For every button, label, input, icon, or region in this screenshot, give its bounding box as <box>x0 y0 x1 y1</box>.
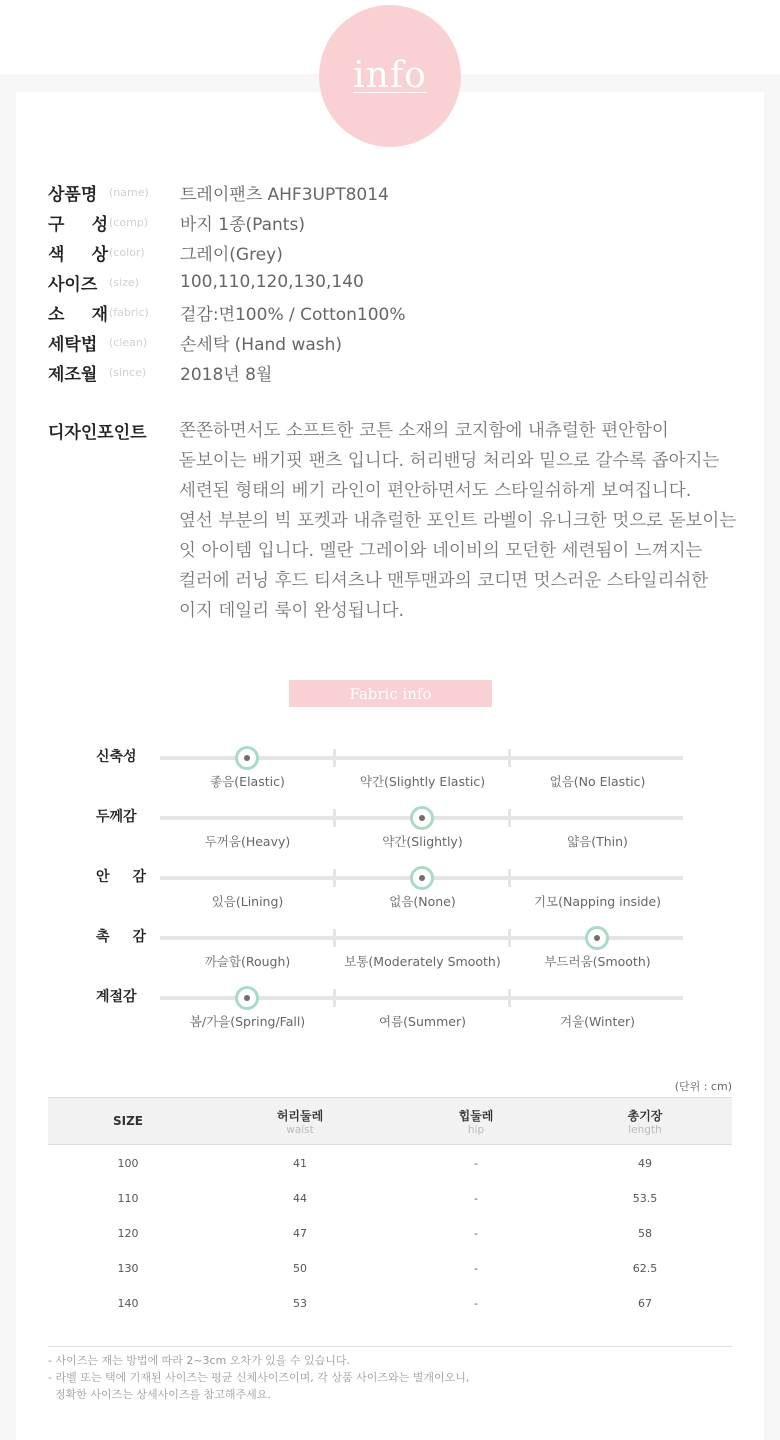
spec-label: 사이즈 <box>48 274 98 295</box>
spec-label: 색 상 <box>48 244 108 265</box>
scale-tick <box>333 869 336 887</box>
size-table-header-cell <box>220 1098 380 1144</box>
fabric-info-title: Fabric info <box>289 680 492 707</box>
table-cell: 44 <box>293 1192 307 1205</box>
table-cell: 120 <box>117 1227 139 1240</box>
scale-tick <box>333 989 336 1007</box>
spec-row <box>48 207 305 237</box>
design-text-line: 잇 아이템 입니다. 멜란 그레이와 네이비의 모던한 세련됨이 느껴지는 <box>179 541 703 561</box>
spec-value: 트레이팬츠 AHF3UPT8014 <box>180 184 389 205</box>
spec-value: 손세탁 (Hand wash) <box>180 334 343 355</box>
note-line: - 사이즈는 재는 방법에 따라 2~3cm 오차가 있을 수 있습니다. <box>48 1354 351 1367</box>
header-label: 허리둘레 <box>276 1108 324 1123</box>
spec-value: 그레이(Grey) <box>180 244 283 265</box>
design-text-line: 컬러에 러닝 후드 티셔츠나 맨투맨과의 코디면 멋스러운 스타일리쉬한 <box>179 571 709 591</box>
table-cell: 41 <box>293 1157 307 1170</box>
scale-tick <box>508 929 511 947</box>
fabric-option-label: 두꺼움(Heavy) <box>204 834 291 849</box>
table-cell: 100 <box>117 1157 139 1170</box>
table-cell: 58 <box>638 1227 652 1240</box>
fabric-option-label: 까슬함(Rough) <box>204 954 291 969</box>
scale-marker <box>410 866 434 890</box>
fabric-option-label: 봄/가을(Spring/Fall) <box>189 1014 306 1029</box>
size-table-header <box>48 1097 732 1145</box>
info-title: info <box>353 55 427 96</box>
design-text-line: 이지 데일리 룩이 완성됩니다. <box>179 601 405 621</box>
table-row <box>48 1145 732 1180</box>
spec-row <box>48 267 364 297</box>
scale-tick <box>508 809 511 827</box>
design-point-title: 디자인포인트 <box>48 423 147 443</box>
spec-label-en: (name) <box>109 185 149 199</box>
table-cell: 53 <box>293 1297 307 1310</box>
size-notes <box>48 1352 469 1403</box>
fabric-option-label: 없음(No Elastic) <box>549 774 646 789</box>
fabric-option-label: 약간(Slightly) <box>382 834 463 849</box>
fabric-scale-track <box>160 756 683 760</box>
spec-label-en: (clean) <box>109 335 148 349</box>
fabric-option-label: 겨울(Winter) <box>559 1014 636 1029</box>
scale-tick <box>508 749 511 767</box>
spec-label: 상품명 <box>48 184 98 205</box>
spec-row <box>48 327 342 357</box>
scale-tick <box>333 809 336 827</box>
spec-label: 제조월 <box>48 364 98 385</box>
design-text-line: 세련된 형태의 베기 라인이 편안하면서도 스타일쉬하게 보여집니다. <box>179 481 692 501</box>
spec-label: 세탁법 <box>48 334 98 355</box>
spec-label: 소 재 <box>48 304 108 325</box>
divider <box>48 1346 732 1347</box>
table-row <box>48 1250 732 1285</box>
table-row <box>48 1215 732 1250</box>
unit-label: (단위 : cm) <box>674 1080 732 1093</box>
table-cell: 130 <box>117 1262 139 1275</box>
table-cell: 47 <box>293 1227 307 1240</box>
spec-value: 100,110,120,130,140 <box>180 272 364 292</box>
size-table <box>48 1097 732 1320</box>
header-label: 힙둘레 <box>458 1108 494 1123</box>
table-cell: 67 <box>638 1297 652 1310</box>
info-badge <box>319 5 461 147</box>
scale-marker <box>410 806 434 830</box>
fabric-row-label: 두께감 <box>96 809 137 825</box>
fabric-option-label: 기모(Napping inside) <box>533 894 662 909</box>
spec-label-en: (fabric) <box>109 305 149 319</box>
spec-row <box>48 297 406 327</box>
table-row <box>48 1285 732 1320</box>
table-cell: 49 <box>638 1157 652 1170</box>
table-cell: - <box>474 1157 478 1170</box>
fabric-row-label: 신축성 <box>96 749 137 765</box>
table-cell: - <box>474 1262 478 1275</box>
fabric-option-label: 있음(Lining) <box>211 894 284 909</box>
table-cell: 53.5 <box>632 1192 658 1205</box>
spec-row <box>48 357 272 387</box>
header-sublabel: waist <box>286 1123 314 1136</box>
fabric-option-label: 보통(Moderately Smooth) <box>344 954 501 969</box>
spec-label-en: (comp) <box>109 215 149 229</box>
spec-label-en: (size) <box>109 275 139 289</box>
design-point-text <box>179 416 769 626</box>
scale-tick <box>333 749 336 767</box>
size-table-header-cell <box>565 1098 725 1144</box>
table-cell: 50 <box>293 1262 307 1275</box>
fabric-option-label: 없음(None) <box>389 894 456 909</box>
fabric-row-label: 계절감 <box>96 989 137 1005</box>
scale-marker <box>585 926 609 950</box>
spec-value: 2018년 8월 <box>180 364 273 385</box>
spec-label: 구 성 <box>48 214 108 235</box>
scale-marker <box>235 986 259 1010</box>
size-table-header-cell <box>48 1098 208 1144</box>
header-label: SIZE <box>112 1114 143 1128</box>
design-text-line: 쫀쫀하면서도 소프트한 코튼 소재의 코지함에 내츄럴한 편안함이 <box>179 421 669 441</box>
spec-value: 바지 1종(Pants) <box>180 214 305 235</box>
fabric-scale-track <box>160 936 683 940</box>
header-label: 총기장 <box>627 1108 663 1123</box>
note-line: 정확한 사이즈는 상세사이즈를 참고해주세요. <box>48 1388 271 1401</box>
fabric-option-label: 여름(Summer) <box>379 1014 466 1029</box>
fabric-scale-track <box>160 996 683 1000</box>
header-sublabel: length <box>628 1123 662 1136</box>
fabric-option-label: 좋음(Elastic) <box>210 774 285 789</box>
spec-row <box>48 177 389 207</box>
scale-tick <box>508 869 511 887</box>
fabric-row-label: 안 감 <box>96 869 146 885</box>
fabric-option-label: 얇음(Thin) <box>567 834 628 849</box>
scale-tick <box>333 929 336 947</box>
fabric-option-label: 부드러움(Smooth) <box>544 954 651 969</box>
design-text-line: 옆선 부분의 빅 포켓과 내츄럴한 포인트 라벨이 유니크한 멋으로 돋보이는 <box>179 511 737 531</box>
table-cell: - <box>474 1227 478 1240</box>
fabric-scale-track <box>160 816 683 820</box>
fabric-option-label: 약간(Slightly Elastic) <box>359 774 486 789</box>
fabric-scale-track <box>160 876 683 880</box>
spec-label-en: (color) <box>109 245 145 259</box>
header-sublabel: hip <box>467 1123 485 1136</box>
table-cell: 140 <box>117 1297 139 1310</box>
table-cell: 110 <box>117 1192 139 1205</box>
table-cell: - <box>474 1192 478 1205</box>
note-line: - 라벨 또는 택에 기재된 사이즈는 평균 신체사이즈이며, 각 상품 사이즈와는 별개이오니, <box>48 1371 470 1384</box>
spec-label-en: (since) <box>109 365 147 379</box>
table-row <box>48 1180 732 1215</box>
scale-tick <box>508 989 511 1007</box>
table-cell: - <box>474 1297 478 1310</box>
design-text-line: 돋보이는 배기핏 팬츠 입니다. 허리밴딩 처리와 밑으로 갈수록 좁아지는 <box>179 451 720 471</box>
size-table-header-cell <box>396 1098 556 1144</box>
fabric-row-label: 촉 감 <box>96 929 146 945</box>
table-cell: 62.5 <box>632 1262 658 1275</box>
spec-row <box>48 237 283 267</box>
spec-value: 겉감:면100% / Cotton100% <box>180 304 406 325</box>
scale-marker <box>235 746 259 770</box>
